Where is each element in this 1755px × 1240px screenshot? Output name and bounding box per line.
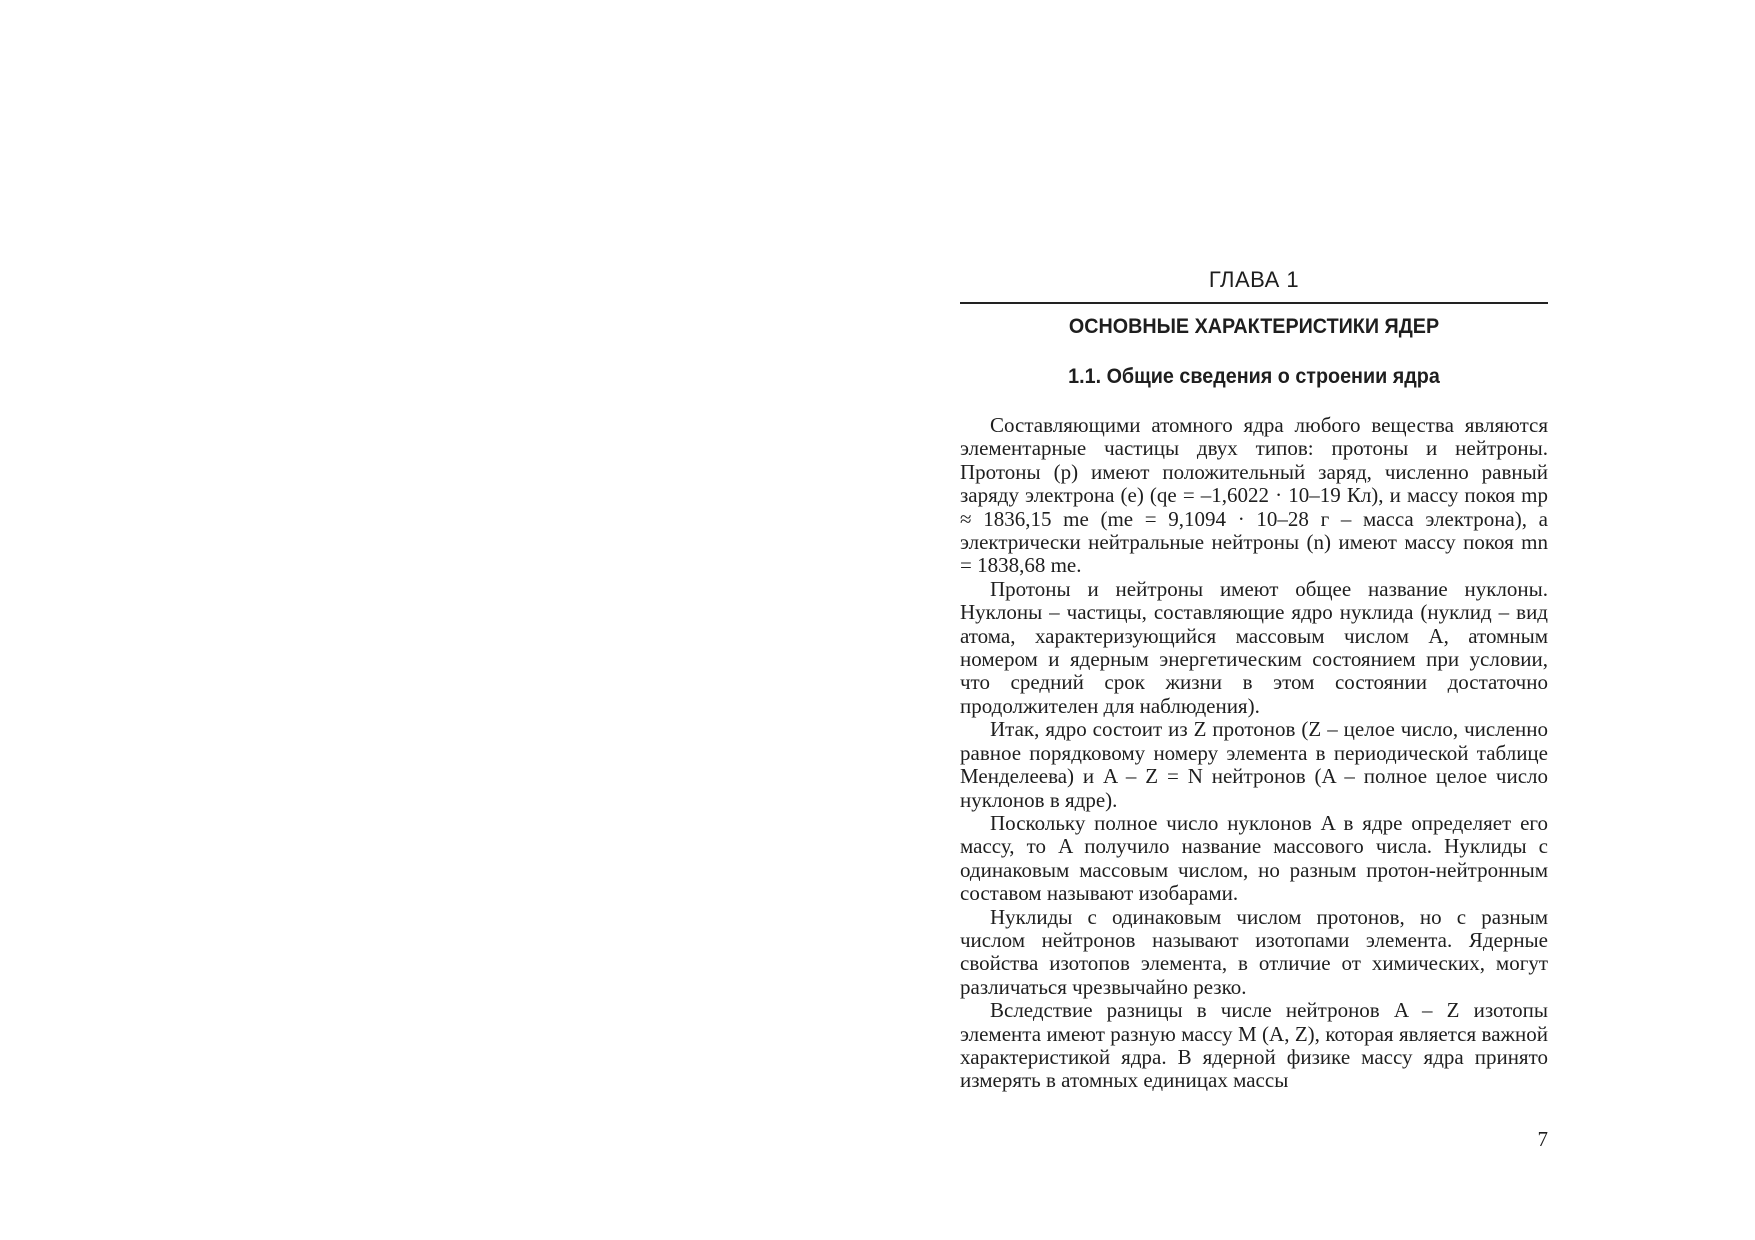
chapter-divider	[960, 302, 1548, 304]
paragraph-6: Вследствие разницы в числе нейтронов A – Z изотопы элемента имеют разную массу M (A, Z), которая является важной характеристикой ядра. В ядерной физике массу ядра принято измерять в атомных единицах массы	[960, 998, 1548, 1093]
paragraph-1: Составляющими атомного ядра любого вещества являются элементарные частицы двух типов: протоны и нейтроны. Протоны (р) имеют положительный заряд, численно равный заряду электрона (e) (qe = –1,6022 · 10–19 Кл), и массу покоя mp ≈ 1836,15 me (me = 9,1094 · 10–28 г – масса электрона), а электрически нейтральные нейтроны (n) имеют массу покоя mn = 1838,68 me.	[960, 413, 1548, 578]
paragraph-5: Нуклиды с одинаковым числом протонов, но с разным числом нейтронов называют изотопами элемента. Ядерные свойства изотопов элемента, в отличие от химических, могут различаться чрезвычайно резко.	[960, 904, 1548, 999]
section-title: 1.1. Общие сведения о строении ядра	[1068, 365, 1440, 388]
paragraph-4: Поскольку полное число нуклонов A в ядре определяет его массу, то A получило название массового числа. Нуклиды с одинаковым массовым числом, но разным протон-нейтронным составом называют изобарами.	[960, 810, 1548, 906]
paragraph-3: Итак, ядро состоит из Z протонов (Z – целое число, численно равное порядковому номеру элемента в периодической таблице Менделеева) и A – Z = N нейтронов (A – полное целое число нуклонов в ядре).	[960, 717, 1548, 812]
chapter-label: ГЛАВА 1	[1208, 267, 1300, 292]
page-number: 7	[1537, 1127, 1548, 1151]
left-page-blank	[0, 0, 877, 1240]
paragraph-2: Протоны и нейтроны имеют общее название нуклоны. Нуклоны – частицы, составляющие ядро нуклида (нуклид – вид атома, характеризующийся массовым числом A, атомным номером и ядерным энергетическим состоянием при условии, что средний срок жизни в этом состоянии достаточно продолжителен для наблюдения).	[960, 576, 1548, 718]
right-page	[878, 0, 1755, 1240]
body-text	[960, 414, 1548, 1093]
chapter-title: ОСНОВНЫЕ ХАРАКТЕРИСТИКИ ЯДЕР	[1068, 315, 1440, 338]
page-content	[960, 266, 1548, 1093]
